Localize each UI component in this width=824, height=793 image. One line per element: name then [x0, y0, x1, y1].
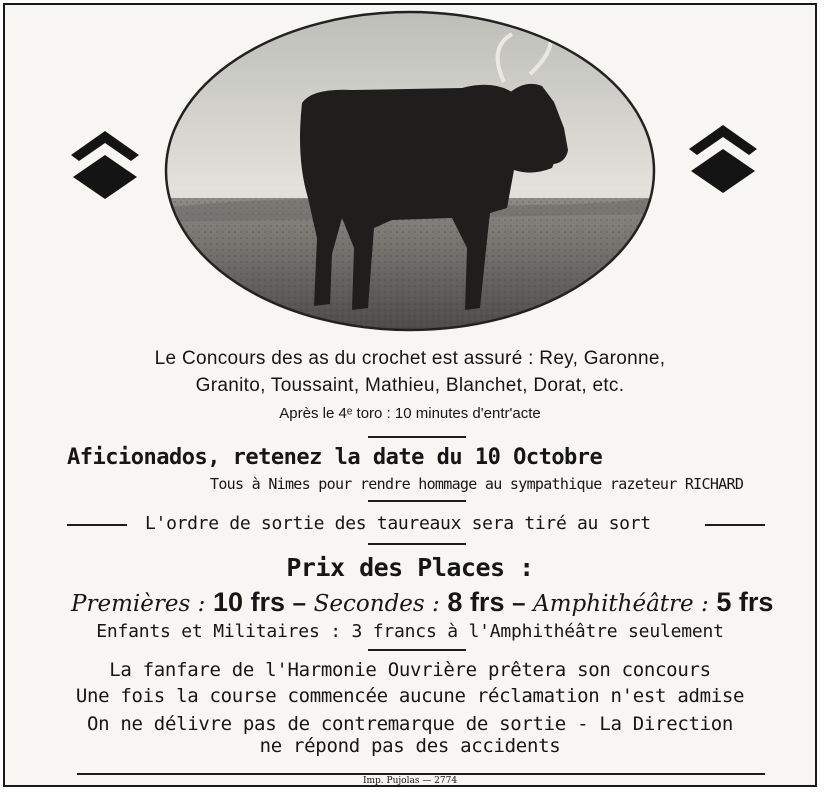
amphi-price: 5 frs [716, 587, 774, 617]
intermission-text: Après le 4ᵉ toro : 10 minutes d'entr'acte [279, 405, 541, 422]
diamond-chevron-icon [687, 123, 759, 203]
contremarque-text: On ne délivre pas de contremarque de sortie - La Direction [86, 713, 734, 735]
enfants-text: Enfants et Militaires : 3 francs à l'Amphithéâtre seulement [96, 621, 724, 642]
dash-right [705, 524, 765, 526]
concours-text: Le Concours des as du crochet est assuré : Rey, Garonne, [154, 348, 666, 369]
footer-rule [77, 773, 765, 775]
imprint-text: Imp. Pujolas — 2774 [362, 776, 458, 786]
divider [368, 649, 466, 651]
secondes-label: Secondes : [313, 591, 440, 617]
fanfare-text: La fanfare de l'Harmonie Ouvrière prêtera son concours [109, 659, 711, 681]
diamond-chevron-icon [69, 129, 141, 209]
aficionados-heading: Aficionados, retenez la date du 10 Octobre [67, 445, 603, 470]
reclamation-text: Une fois la course commencée aucune réclamation n'est admise [75, 685, 745, 707]
dash-left [67, 524, 127, 526]
accidents-text: ne répond pas des accidents [259, 735, 561, 757]
amphi-label: Amphithéâtre : [533, 591, 709, 617]
prix-title: Prix des Places : [286, 553, 534, 582]
separator: – [292, 590, 307, 617]
participants-text: Granito, Toussaint, Mathieu, Blanchet, Dorat, etc. [195, 375, 625, 396]
secondes-price: 8 frs [447, 587, 505, 617]
ordre-sortie-text: L'ordre de sortie des taureaux sera tiré au sort [145, 513, 651, 534]
ordre-sortie-row [67, 513, 767, 537]
prices-row [71, 587, 773, 618]
bull-photo [162, 8, 658, 334]
premieres-label: Premières : [71, 591, 206, 617]
divider [368, 543, 466, 545]
poster [3, 3, 817, 787]
separator: – [512, 590, 526, 617]
hommage-text: Tous à Nimes pour rendre hommage au sympathique razeteur RICHARD [210, 475, 744, 493]
divider [368, 500, 466, 502]
premieres-price: 10 frs [212, 587, 286, 617]
divider [368, 436, 466, 438]
